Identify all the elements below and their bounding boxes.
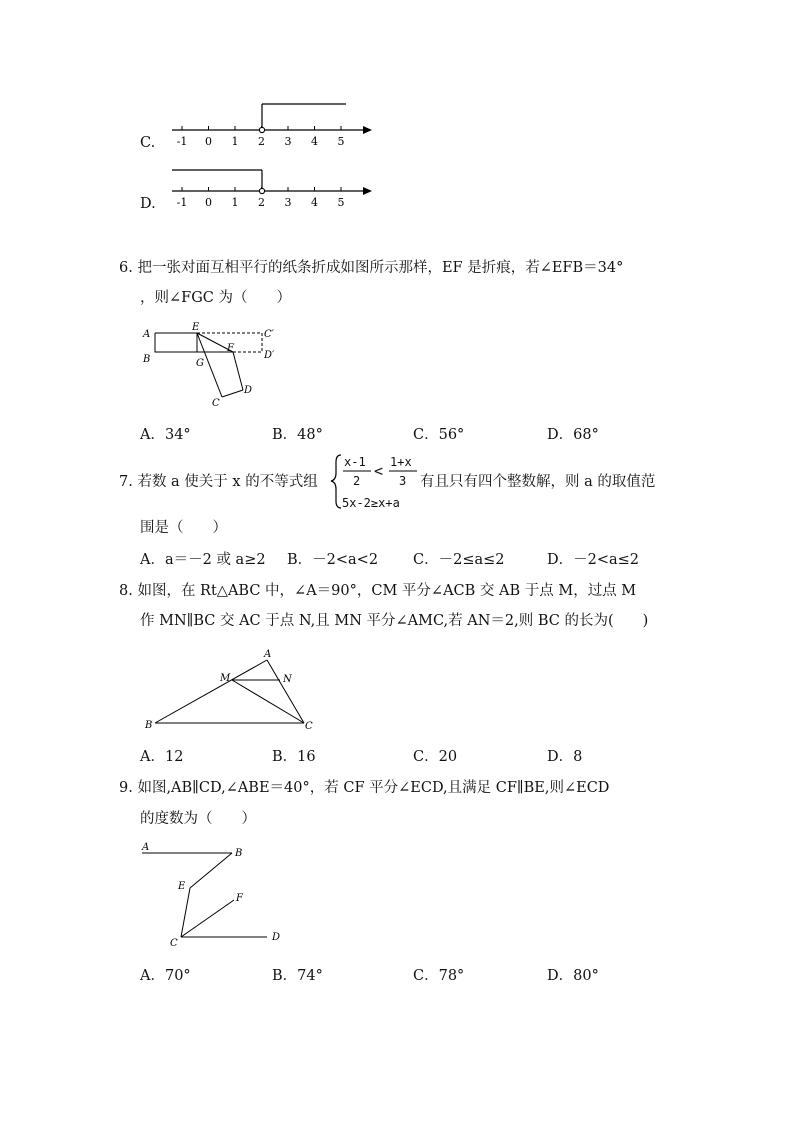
q6-label-d: D: [244, 385, 253, 396]
q9-option-d[interactable]: D．80°: [547, 968, 599, 984]
q8-option-b[interactable]: B．16: [272, 749, 316, 765]
q6-option-b[interactable]: B．48°: [272, 427, 323, 443]
q9-text-line2: 的度数为（ ）: [140, 811, 256, 827]
option-d-label: D.: [140, 196, 156, 212]
q7-suffix: 有且只有四个整数解，则 a 的取值范: [420, 474, 656, 490]
q8-option-a[interactable]: A．12: [140, 749, 184, 765]
q7-frac2-den: 3: [399, 474, 407, 488]
option-c-label: C.: [140, 135, 156, 151]
number-line-c-tick-label: 4: [311, 135, 318, 148]
number-line-c-tick-label: 1: [231, 135, 239, 148]
number-line-d-tick-label: 4: [311, 196, 318, 209]
q7-line2: 围是（ ）: [140, 520, 227, 536]
number-line-d-tick-label: 1: [231, 196, 239, 209]
q7-frac1-num: x-1: [344, 455, 366, 469]
q6-label-a: A: [143, 329, 151, 340]
number-line-d-tick-label: 3: [284, 196, 292, 209]
q8-label-c: C: [305, 721, 313, 732]
number-line-d-tick-label: 0: [205, 196, 212, 209]
q6-label-b: B: [143, 354, 151, 365]
q8-option-d[interactable]: D．8: [547, 749, 583, 765]
number-line-c-tick-label: 2: [258, 135, 265, 148]
q8-label-b: B: [145, 720, 153, 731]
q9-option-c[interactable]: C．78°: [413, 968, 465, 984]
q9-label-c: C: [170, 938, 178, 949]
q9-label-a: A: [142, 842, 150, 853]
q6-option-d[interactable]: D．68°: [547, 427, 599, 443]
q8-option-c[interactable]: C．20: [413, 749, 458, 765]
q8-label-a: A: [264, 649, 272, 660]
q9-label-e: E: [178, 881, 186, 892]
q9-label-d: D: [272, 932, 281, 943]
number-line-d-tick-label: 2: [258, 196, 265, 209]
q6-label-c-prime: C′: [264, 329, 274, 340]
number-line-c-tick-label: -1: [176, 135, 188, 148]
q6-option-c[interactable]: C．56°: [413, 427, 465, 443]
q6-label-c: C: [212, 398, 220, 409]
q8-label-n: N: [283, 674, 292, 685]
q9-option-a[interactable]: A．70°: [140, 968, 191, 984]
q7-frac1-den: 2: [353, 474, 361, 488]
q7-ineq2: 5x-2≥x+a: [342, 496, 400, 510]
q7-option-d[interactable]: D．－2<a≤2: [547, 552, 640, 568]
q6-label-d-prime: D′: [264, 350, 275, 361]
q9-text-line1: 9. 如图,AB∥CD,∠ABE＝40°，若 CF 平分∠ECD,且满足 CF∥BE,则∠ECD: [119, 780, 610, 796]
q6-label-e: E: [192, 322, 200, 333]
number-line-c-tick-label: 3: [284, 135, 292, 148]
q6-option-a[interactable]: A．34°: [140, 427, 191, 443]
q7-option-a[interactable]: A．a＝－2 或 a≥2: [140, 552, 266, 568]
q7-option-b[interactable]: B．－2<a<2: [287, 552, 379, 568]
q9-label-f: F: [236, 893, 243, 904]
q7-lt: <: [374, 462, 384, 480]
q8-label-m: M: [220, 673, 231, 684]
number-line-c-tick-label: 0: [205, 135, 212, 148]
q8-text-line1: 8. 如图，在 Rt△ABC 中，∠A＝90°，CM 平分∠ACB 交 AB 于点 M，过点 M: [119, 583, 637, 599]
number-line-d-tick-label: -1: [176, 196, 188, 209]
q9-label-b: B: [235, 848, 243, 859]
q6-text-line2: ，则∠FGC 为（ ）: [140, 290, 291, 306]
q6-label-f: F: [227, 343, 234, 354]
q7-frac2-num: 1+x: [390, 455, 412, 469]
q7-prefix: 7. 若数 a 使关于 x 的不等式组: [119, 474, 318, 490]
q6-label-g: G: [196, 358, 204, 369]
number-line-d-tick-label: 5: [337, 196, 345, 209]
q6-text-line1: 6. 把一张对面互相平行的纸条折成如图所示那样，EF 是折痕，若∠EFB＝34°: [119, 260, 624, 276]
q7-option-c[interactable]: C．－2≤a≤2: [413, 552, 505, 568]
q9-option-b[interactable]: B．74°: [272, 968, 323, 984]
number-line-c-tick-label: 5: [337, 135, 345, 148]
q8-text-line2: 作 MN∥BC 交 AC 于点 N,且 MN 平分∠AMC,若 AN＝2,则 BC 的长为( ): [140, 613, 649, 629]
